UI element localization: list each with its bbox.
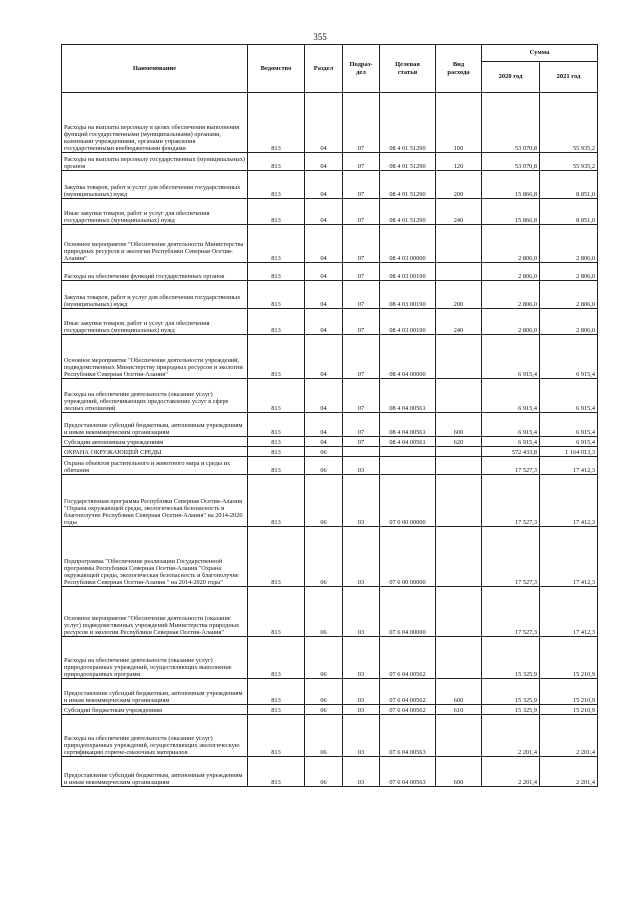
row-subsection: 07 [343, 437, 380, 447]
row-sum-2021: 17 412,3 [540, 587, 598, 637]
row-sum-2021: 2 201,4 [540, 715, 598, 757]
row-sum-2020: 17 527,3 [482, 527, 540, 587]
row-sum-2021: 2 806,0 [540, 281, 598, 309]
row-name: Основное мероприятие "Обеспечение деятельности (оказание услуг) подведомственных учреждений Министерства природных ресурсов и экологии Республики Северная Осетия-Алания" [62, 587, 248, 637]
row-exp-type: 600 [436, 413, 482, 437]
row-subsection: 07 [343, 335, 380, 379]
table-header [62, 45, 598, 93]
row-section: 04 [305, 93, 343, 153]
row-target: 08 4 03 00000 [380, 225, 436, 263]
row-sum-2020: 15 325,9 [482, 679, 540, 705]
row-section: 06 [305, 447, 343, 457]
row-exp-type [436, 475, 482, 527]
header-target: Целевая статья [380, 45, 436, 93]
row-target: 08 4 04 00561 [380, 413, 436, 437]
row-dept: 813 [248, 263, 305, 281]
table-row [62, 587, 598, 637]
row-sum-2021: 8 851,0 [540, 171, 598, 199]
row-sum-2020: 2 201,4 [482, 757, 540, 787]
row-exp-type: 620 [436, 437, 482, 447]
row-sum-2020: 15 325,9 [482, 637, 540, 679]
row-target: 08 4 03 00190 [380, 309, 436, 335]
row-target: 07 0 00 00000 [380, 475, 436, 527]
row-section: 04 [305, 437, 343, 447]
row-exp-type: 240 [436, 309, 482, 335]
row-subsection: 07 [343, 309, 380, 335]
table-row [62, 225, 598, 263]
row-section: 04 [305, 225, 343, 263]
row-target: 08 4 04 00000 [380, 335, 436, 379]
row-section: 04 [305, 413, 343, 437]
row-sum-2020: 2 806,0 [482, 281, 540, 309]
row-section: 06 [305, 757, 343, 787]
row-sum-2021: 6 915,4 [540, 335, 598, 379]
budget-table [61, 44, 598, 787]
row-exp-type: 610 [436, 705, 482, 715]
row-exp-type: 200 [436, 171, 482, 199]
row-sum-2021: 8 851,0 [540, 199, 598, 225]
row-subsection: 07 [343, 281, 380, 309]
table-row [62, 171, 598, 199]
row-name: Государственная программа Республики Северная Осетия-Алания "Охрана окружающей среды, экологическая безопасность и благополучие Республики Северная Осетия-Алания" на 2014-2020 годы [62, 475, 248, 527]
row-subsection: 03 [343, 457, 380, 475]
table-row [62, 199, 598, 225]
row-dept: 813 [248, 413, 305, 437]
row-name: Основное мероприятие "Обеспечение деятельности учреждений, подведомственных Министерству природных ресурсов и экологии Республики Северная Осетия-Алания" [62, 335, 248, 379]
row-name: Иные закупки товаров, работ и услуг для обеспечения государственных (муниципальных) нужд [62, 199, 248, 225]
header-2020: 2020 год [482, 62, 540, 93]
row-dept: 813 [248, 757, 305, 787]
row-exp-type [436, 637, 482, 679]
row-name: Иные закупки товаров, работ и услуг для обеспечения государственных (муниципальных) нужд [62, 309, 248, 335]
row-target: 07 6 00 00000 [380, 527, 436, 587]
table-row [62, 757, 598, 787]
row-target: 07 6 04 00562 [380, 679, 436, 705]
header-2021: 2021 год [540, 62, 598, 93]
row-exp-type [436, 527, 482, 587]
table-row [62, 527, 598, 587]
row-subsection: 03 [343, 757, 380, 787]
row-dept: 813 [248, 679, 305, 705]
row-dept: 813 [248, 93, 305, 153]
row-exp-type [436, 263, 482, 281]
row-name: Субсидии автономным учреждениям [62, 437, 248, 447]
table-row [62, 93, 598, 153]
row-sum-2020: 17 527,3 [482, 587, 540, 637]
header-exp-type: Вид расхода [436, 45, 482, 93]
row-section: 04 [305, 379, 343, 413]
row-sum-2021: 2 806,0 [540, 263, 598, 281]
row-name: Расходы на выплаты персоналу в целях обеспечения выполнения функций государственными (муниципальными) органами, казенными учреждениями, органами управления государственными внебюджетными фондами [62, 93, 248, 153]
table-row [62, 637, 598, 679]
row-sum-2020: 53 070,8 [482, 93, 540, 153]
row-sum-2020: 572 433,8 [482, 447, 540, 457]
row-exp-type [436, 225, 482, 263]
row-target: 07 6 04 00562 [380, 637, 436, 679]
row-sum-2021: 2 806,0 [540, 225, 598, 263]
row-sum-2021: 2 806,0 [540, 309, 598, 335]
row-sum-2021: 1 164 013,3 [540, 447, 598, 457]
header-subsection: Подраз- дел [343, 45, 380, 93]
row-sum-2021: 15 210,9 [540, 679, 598, 705]
row-dept: 813 [248, 171, 305, 199]
row-sum-2020: 17 527,3 [482, 457, 540, 475]
row-target: 08 4 03 00190 [380, 281, 436, 309]
header-section: Раздел [305, 45, 343, 93]
row-sum-2021: 15 210,9 [540, 705, 598, 715]
row-subsection: 07 [343, 171, 380, 199]
table-row [62, 679, 598, 705]
row-exp-type: 100 [436, 93, 482, 153]
row-section: 04 [305, 281, 343, 309]
row-section: 04 [305, 309, 343, 335]
row-dept: 813 [248, 715, 305, 757]
row-sum-2021: 6 915,4 [540, 413, 598, 437]
row-sum-2021: 2 201,4 [540, 757, 598, 787]
row-sum-2020: 6 915,4 [482, 379, 540, 413]
row-name: Закупка товаров, работ и услуг для обеспечения государственных (муниципальных) нужд [62, 171, 248, 199]
table-row [62, 705, 598, 715]
row-target: 08 4 01 51290 [380, 93, 436, 153]
row-target [380, 457, 436, 475]
row-name: Подпрограмма "Обеспечение реализации Государственной программы Республики Северная Осетия-Алания "Охрана окружающей среды, экологическая безопасность и благополучие Республики Северная Осетия-Алания " на 2014-2020 годы" [62, 527, 248, 587]
row-name: Охрана объектов растительного и животного мира и среды их обитания [62, 457, 248, 475]
header-name: Наименование [62, 45, 248, 93]
row-name: Предоставление субсидий бюджетным, автономным учреждениям и иным некоммерческим организациям [62, 679, 248, 705]
row-name: Субсидии бюджетным учреждениям [62, 705, 248, 715]
row-exp-type: 240 [436, 199, 482, 225]
table-row [62, 437, 598, 447]
row-target: 08 4 04 00561 [380, 379, 436, 413]
row-target: 07 6 04 00563 [380, 715, 436, 757]
table-row [62, 153, 598, 171]
row-name: Закупка товаров, работ и услуг для обеспечения государственных (муниципальных) нужд [62, 281, 248, 309]
row-target [380, 447, 436, 457]
row-target: 07 6 04 00000 [380, 587, 436, 637]
row-subsection: 03 [343, 679, 380, 705]
row-dept: 813 [248, 335, 305, 379]
row-section: 06 [305, 587, 343, 637]
table-row [62, 263, 598, 281]
row-section: 06 [305, 705, 343, 715]
row-subsection: 07 [343, 199, 380, 225]
row-sum-2020: 2 806,0 [482, 225, 540, 263]
row-section: 06 [305, 715, 343, 757]
row-target: 08 4 01 51290 [380, 171, 436, 199]
row-name: Расходы на обеспечение деятельности (оказание услуг) природоохранных учреждений, осуществляющих экологическую сертификацию горюче-смазочных материалов [62, 715, 248, 757]
row-sum-2021: 17 412,3 [540, 527, 598, 587]
header-sum: Сумма [482, 45, 598, 62]
row-dept: 813 [248, 457, 305, 475]
row-name: Предоставление субсидий бюджетным, автономным учреждениям и иным некоммерческим организациям [62, 413, 248, 437]
row-target: 07 6 04 00562 [380, 705, 436, 715]
row-subsection [343, 447, 380, 457]
row-sum-2020: 15 866,8 [482, 171, 540, 199]
row-sum-2021: 17 412,3 [540, 475, 598, 527]
row-target: 07 6 04 00563 [380, 757, 436, 787]
row-section: 06 [305, 679, 343, 705]
row-target: 08 4 01 51290 [380, 199, 436, 225]
row-exp-type [436, 335, 482, 379]
table-body [62, 93, 598, 787]
header-dept: Ведомство [248, 45, 305, 93]
row-exp-type: 200 [436, 281, 482, 309]
table-row [62, 447, 598, 457]
row-exp-type: 120 [436, 153, 482, 171]
row-subsection: 07 [343, 263, 380, 281]
row-exp-type [436, 447, 482, 457]
table-row [62, 475, 598, 527]
row-subsection: 03 [343, 637, 380, 679]
row-section: 04 [305, 263, 343, 281]
row-section: 04 [305, 171, 343, 199]
table-row [62, 281, 598, 309]
row-sum-2021: 55 935,2 [540, 93, 598, 153]
row-subsection: 07 [343, 93, 380, 153]
row-target: 08 4 04 00561 [380, 437, 436, 447]
row-sum-2021: 17 412,3 [540, 457, 598, 475]
row-section: 04 [305, 199, 343, 225]
row-sum-2020: 6 915,4 [482, 335, 540, 379]
row-exp-type: 600 [436, 757, 482, 787]
row-dept: 813 [248, 637, 305, 679]
row-dept: 813 [248, 527, 305, 587]
row-subsection: 07 [343, 225, 380, 263]
row-name: Основное мероприятие "Обеспечение деятельности Министерства природных ресурсов и экологии Республики Северная Осетия-Алания" [62, 225, 248, 263]
row-section: 04 [305, 335, 343, 379]
table-row [62, 335, 598, 379]
row-name: Расходы на обеспечение деятельности (оказание услуг) учреждений, обеспечивающих предоставление услуг в сфере лесных отношений [62, 379, 248, 413]
row-sum-2020: 6 915,4 [482, 437, 540, 447]
row-section: 06 [305, 475, 343, 527]
row-sum-2021: 55 935,2 [540, 153, 598, 171]
row-subsection: 03 [343, 587, 380, 637]
row-subsection: 03 [343, 475, 380, 527]
row-exp-type [436, 715, 482, 757]
row-dept: 813 [248, 225, 305, 263]
row-exp-type [436, 587, 482, 637]
table-row [62, 715, 598, 757]
table-row [62, 379, 598, 413]
row-name: Предоставление субсидий бюджетным, автономным учреждениям и иным некоммерческим организациям [62, 757, 248, 787]
row-dept: 813 [248, 199, 305, 225]
row-exp-type [436, 457, 482, 475]
row-sum-2020: 6 915,4 [482, 413, 540, 437]
row-dept: 813 [248, 705, 305, 715]
row-sum-2020: 2 806,0 [482, 309, 540, 335]
row-target: 08 4 03 00190 [380, 263, 436, 281]
row-name: ОХРАНА ОКРУЖАЮЩЕЙ СРЕДЫ [62, 447, 248, 457]
row-dept: 813 [248, 475, 305, 527]
row-sum-2020: 17 527,3 [482, 475, 540, 527]
row-subsection: 07 [343, 413, 380, 437]
row-section: 06 [305, 637, 343, 679]
row-dept: 813 [248, 379, 305, 413]
row-sum-2020: 2 201,4 [482, 715, 540, 757]
row-exp-type: 600 [436, 679, 482, 705]
row-sum-2021: 15 210,9 [540, 637, 598, 679]
row-subsection: 03 [343, 705, 380, 715]
row-section: 04 [305, 153, 343, 171]
table-row [62, 309, 598, 335]
row-subsection: 03 [343, 715, 380, 757]
row-name: Расходы на выплаты персоналу государственных (муниципальных) органов [62, 153, 248, 171]
row-sum-2021: 6 915,4 [540, 437, 598, 447]
row-dept: 813 [248, 587, 305, 637]
row-sum-2020: 15 325,9 [482, 705, 540, 715]
row-dept: 813 [248, 437, 305, 447]
row-sum-2020: 53 070,8 [482, 153, 540, 171]
row-name: Расходы на обеспечение деятельности (оказание услуг) природоохранных учреждений, осуществляющих выполнение природоохранных программ [62, 637, 248, 679]
row-subsection: 07 [343, 379, 380, 413]
row-dept: 813 [248, 447, 305, 457]
row-dept: 813 [248, 281, 305, 309]
page-number: 355 [313, 32, 327, 42]
row-subsection: 07 [343, 153, 380, 171]
table-row [62, 413, 598, 437]
row-sum-2020: 15 866,8 [482, 199, 540, 225]
row-subsection: 03 [343, 527, 380, 587]
table-row [62, 457, 598, 475]
row-target: 08 4 01 51290 [380, 153, 436, 171]
row-section: 06 [305, 527, 343, 587]
row-sum-2021: 6 915,4 [540, 379, 598, 413]
row-section: 06 [305, 457, 343, 475]
row-exp-type [436, 379, 482, 413]
row-sum-2020: 2 806,0 [482, 263, 540, 281]
row-name: Расходы на обеспечение функций государственных органов [62, 263, 248, 281]
row-dept: 813 [248, 153, 305, 171]
row-dept: 813 [248, 309, 305, 335]
